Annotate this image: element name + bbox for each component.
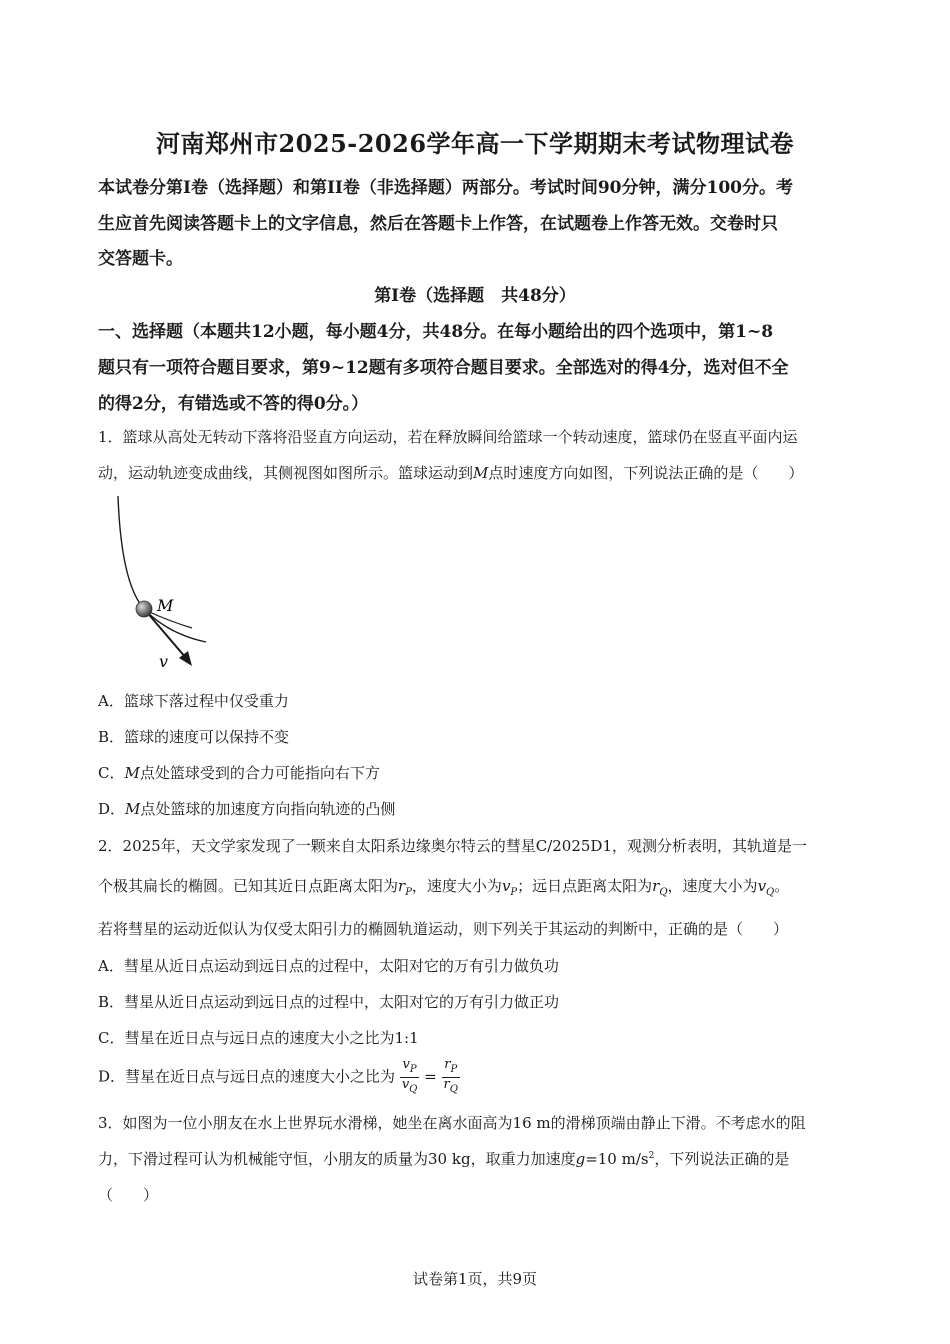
q3-g-exponent: 2 [648,1151,655,1161]
q1-label-m: M [157,596,174,615]
q1-label-v: v [159,652,169,671]
q3-line-2-c: ，下列说法正确的是 [654,1150,790,1168]
q2-r-p-sub: P [405,887,412,898]
q2-line-2-d: ，速度大小为 [667,877,758,895]
q2-option-a: A．彗星从近日点运动到远日点的过程中，太阳对它的万有引力做负功 [98,957,559,975]
q3-g-var: g [575,1150,586,1168]
q2-r-q: r [652,877,660,895]
intro-line-2: 生应首先阅读答题卡上的文字信息，然后在答题卡上作答，在试题卷上作答无效。交卷时只 [98,214,778,234]
q3-mass: 30 kg [428,1150,471,1168]
page-title: 河南郑州市2025-2026学年高一下学期期末考试物理试卷 [155,129,795,158]
q1-option-b: B．篮球的速度可以保持不变 [98,728,290,746]
page-footer: 试卷第1页，共9页 [412,1270,538,1288]
q1-option-d-prefix: D． [98,800,126,818]
q2-frac-r-num: $r_P$ [442,1058,460,1078]
q2-line-2-e: 。 [774,877,790,895]
q1-line-2-b: 点时速度方向如图，下列说法正确的是（ ） [488,464,804,482]
q1-line-1: 1．篮球从高处无转动下落将沿竖直方向运动，若在释放瞬间给篮球一个转动速度，篮球仍在竖直平面内运 [98,428,798,446]
q2-line-2-a: 个极其扁长的椭圆。已知其近日点距离太阳为 [98,877,399,895]
q1-ball-m [136,601,152,617]
q3-line-3: （ ） [98,1186,159,1204]
q2-v-q: v [757,877,767,895]
q1-option-d-text: 点处篮球的加速度方向指向轨迹的凸侧 [140,800,396,818]
q2-line-1: 2．2025年，天文学家发现了一颗来自太阳系边缘奥尔特云的彗星C/2025D1，观测分析表明，其轨道是一 [98,837,807,855]
intro-line-3: 交答题卡。 [98,249,183,269]
q1-option-c-text: 点处篮球受到的合力可能指向右下方 [139,764,380,782]
q2-v-p-sub: P [510,887,518,898]
q3-line-1 [98,1112,806,1133]
q1-line-2-a: 动，运动轨迹变成曲线，其侧视图如图所示。篮球运动到 [98,464,474,482]
q1-option-c-var: M [124,764,140,782]
q1-option-d [98,798,395,819]
q3-g-value: =10 m/s [585,1150,649,1168]
q2-frac-r-den: $r_Q$ [443,1077,458,1095]
q2-line-2 [98,875,789,898]
section-title: 第I卷（选择题 共48分） [374,286,576,306]
q3-line-2-a: 力，下滑过程可认为机械能守恒，小朋友的质量为 [98,1150,429,1168]
q2-option-d-text: D．彗星在近日点与远日点的速度大小之比为 [98,1067,396,1086]
q1-option-c-prefix: C． [98,764,125,782]
q2-frac-v-num: $v_P$ [400,1058,420,1078]
q3-height: 16 m [512,1114,551,1132]
q2-option-c: C．彗星在近日点与远日点的速度大小之比为1:1 [98,1029,419,1047]
intro-line-1: 本试卷分第I卷（选择题）和第II卷（非选择题）两部分。考试时间90分钟，满分100分。考 [98,178,793,198]
q1-option-c [98,762,380,783]
q2-equals: = [424,1067,437,1086]
part-heading-line-1: 一、选择题（本题共12小题，每小题4分，共48分。在每小题给出的四个选项中，第1~8 [98,322,774,342]
q1-trajectory-figure [100,492,220,677]
q2-option-d [98,1058,460,1097]
q2-line-2-c: ；远日点距离太阳为 [517,877,653,895]
q1-line-2 [98,462,803,483]
part-heading-line-3: 的得2分，有错选或不答的得0分。） [98,394,369,414]
q3-line-2 [98,1148,789,1169]
q3-line-1-b: 的滑梯顶端由静止下滑。不考虑水的阻 [550,1114,806,1132]
q2-r-p: r [398,877,406,895]
q2-v-p: v [501,877,511,895]
q2-v-q-sub: Q [766,887,775,898]
q1-option-a: A．篮球下落过程中仅受重力 [98,692,289,710]
q2-fraction-r [442,1058,460,1097]
q1-option-d-var: M [125,800,141,818]
q2-option-b: B．彗星从近日点运动到远日点的过程中，太阳对它的万有引力做正功 [98,993,560,1011]
q2-line-2-b: ，速度大小为 [411,877,502,895]
part-heading-line-2: 题只有一项符合题目要求，第9~12题有多项符合题目要求。全部选对的得4分，选对但不全 [98,358,789,378]
q2-fraction-v [400,1058,420,1097]
q3-line-1-a: 3．如图为一位小朋友在水上世界玩水滑梯，她坐在离水面高为 [98,1114,513,1132]
q3-line-2-b: ，取重力加速度 [470,1150,576,1168]
q2-line-3: 若将彗星的运动近似认为仅受太阳引力的椭圆轨道运动，则下列关于其运动的判断中，正确的是（ ） [98,920,789,938]
q1-var-m: M [473,464,489,482]
q2-frac-v-den: $v_Q$ [401,1077,418,1095]
q2-r-q-sub: Q [659,887,668,898]
q1-trajectory-curve [118,496,206,642]
